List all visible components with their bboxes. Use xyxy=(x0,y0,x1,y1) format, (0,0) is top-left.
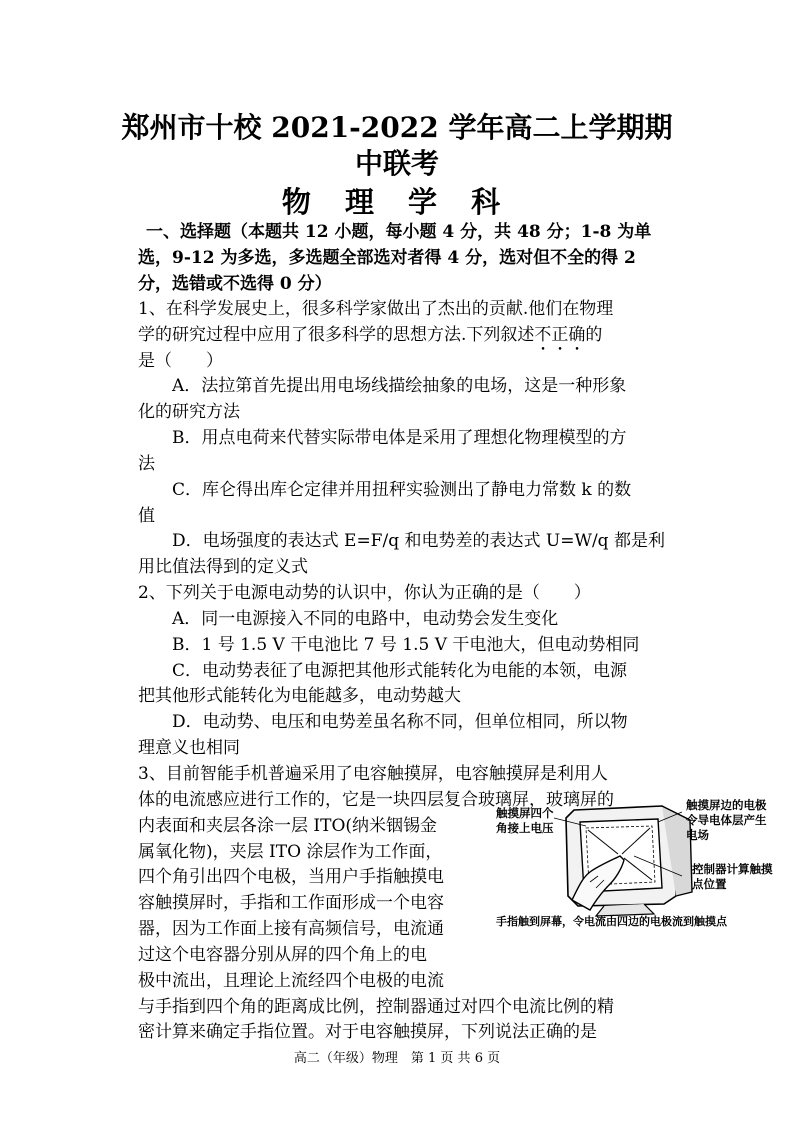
q1-stem-line2: 学的研究过程中应用了很多科学的思想方法.下列叙述不正确的 xyxy=(138,325,603,345)
q2-option-c: C．电动势表征了电源把其他形式能转化为电能的本领，电源 xyxy=(172,661,628,681)
q3-stem-line1: 3、目前智能手机普遍采用了电容触摸屏，电容触摸屏是利用人 xyxy=(138,764,608,784)
q3-stem-line5: 四个角引出四个电极，当用户手指触摸电 xyxy=(138,867,444,887)
emphasis-not-correct: 不正确 xyxy=(534,325,586,345)
q1-option-a: A．法拉第首先提出用电场线描绘抽象的电场，这是一种形象 xyxy=(172,376,627,396)
q1-option-d-cont: 用比值法得到的定义式 xyxy=(138,557,308,577)
figure-label-right-5: 点位置 xyxy=(692,877,727,891)
figure-caption: 手指触到屏幕，令电流由四边的电极流到触摸点 xyxy=(496,915,727,928)
q1-stem-line3: 是（ ） xyxy=(138,351,223,371)
q2-option-c-cont: 把其他形式能转化为电能越多，电动势越大 xyxy=(138,686,461,706)
q1-option-c: C．库仑得出库仑定律并用扭秤实验测出了静电力常数 k 的数 xyxy=(172,480,632,500)
figure-label-right-4: 控制器计算触摸 xyxy=(692,862,773,876)
q2-option-b: B．1 号 1.5 V 干电池比 7 号 1.5 V 干电池大，但电动势相同 xyxy=(172,635,640,655)
section-heading-line3: 分，选错或不选得 0 分） xyxy=(138,274,332,294)
exam-title-line2: 中联考 xyxy=(354,147,439,180)
q2-stem: 2、下列关于电源电动势的认识中，你认为正确的是（ ） xyxy=(138,583,591,603)
q1-option-c-cont: 值 xyxy=(138,506,155,526)
q2-option-d-cont: 理意义也相同 xyxy=(138,738,240,758)
q1-option-a-cont: 化的研究方法 xyxy=(138,402,240,422)
subject-title: 物 理 学 科 xyxy=(281,185,513,219)
page-footer: 高二（年级）物理 第 1 页 共 6 页 xyxy=(293,1051,501,1066)
figure-label-left-2: 角接上电压 xyxy=(496,821,554,835)
q1-option-b: B．用点电荷来代替实际带电体是采用了理想化物理模型的方 xyxy=(172,428,627,448)
figure-label-left-1: 触摸屏四个 xyxy=(496,806,554,820)
exam-title-line1: 郑州市十校 2021-2022 学年高二上学期期 xyxy=(121,111,673,144)
q3-stem-line4: 属氧化物)，夹层 ITO 涂层作为工作面， xyxy=(138,842,443,862)
q3-stem-line7: 器，因为工作面上接有高频信号，电流通 xyxy=(138,919,444,939)
q3-stem-line3: 内表面和夹层各涂一层 ITO(纳米铟锡金 xyxy=(138,816,438,836)
figure-label-right-1: 触摸屏边的电极 xyxy=(686,798,767,812)
q3-stem-line10: 与手指到四个角的距离成比例，控制器通过对四个电流比例的精 xyxy=(138,997,614,1017)
section-heading-line2: 选，9-12 为多选，多选题全部选对者得 4 分，选对但不全的得 2 xyxy=(138,248,636,268)
q3-stem-line8: 过这个电容器分别从屏的四个角上的电 xyxy=(138,945,427,965)
figure-label-right-2: 令导电体层产生 xyxy=(686,813,767,827)
q2-option-a: A．同一电源接入不同的电路中，电动势会发生变化 xyxy=(172,609,559,629)
touchscreen-figure xyxy=(494,796,790,932)
figure-label-right-3: 电场 xyxy=(686,828,709,842)
q1-stem-line1: 1、在科学发展史上，很多科学家做出了杰出的贡献.他们在物理 xyxy=(138,299,614,319)
q1-option-b-cont: 法 xyxy=(138,454,155,474)
q3-stem-line6: 容触摸屏时，手指和工作面形成一个电容 xyxy=(138,893,444,913)
q1-option-d: D．电场强度的表达式 E=F/q 和电势差的表达式 U=W/q 都是利 xyxy=(172,531,665,551)
q2-option-d: D．电动势、电压和电势差虽名称不同，但单位相同，所以物 xyxy=(172,712,628,732)
section-heading-line1: 一、选择题（本题共 12 小题，每小题 4 分，共 48 分；1-8 为单 xyxy=(146,222,652,242)
q3-stem-line11: 密计算来确定手指位置。对于电容触摸屏，下列说法正确的是 xyxy=(138,1022,597,1042)
q3-stem-line2: 体的电流感应进行工作的，它是一块四层复合玻璃屏，玻璃屏的 xyxy=(138,790,614,810)
q3-stem-line9: 极中流出，且理论上流经四个电极的电流 xyxy=(138,971,444,991)
